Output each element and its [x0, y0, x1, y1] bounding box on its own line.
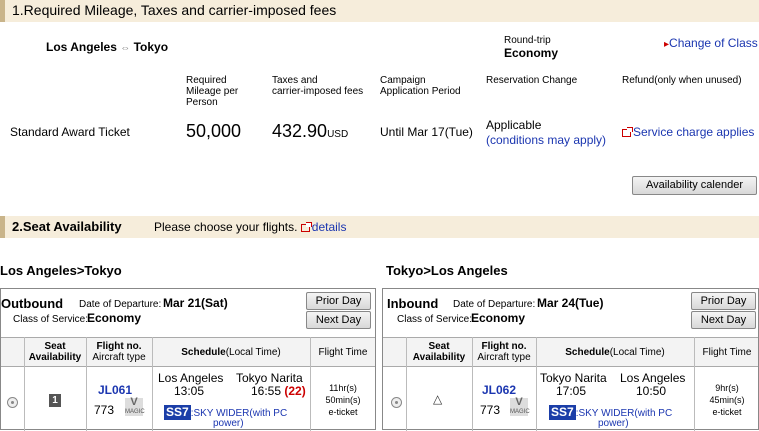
trip-class: Economy [504, 46, 559, 60]
route-summary [46, 40, 168, 54]
inbound-from: Tokyo Narita [540, 371, 607, 385]
col-flight-time: Flight Time [702, 347, 752, 358]
divider [86, 337, 87, 431]
inbound-flight-number[interactable]: JL062 [482, 383, 517, 397]
outbound-prior-day-button[interactable]: Prior Day [306, 292, 371, 310]
availability-calendar-button[interactable]: Availability calender [632, 176, 757, 195]
divider [152, 337, 153, 431]
inbound-arr-time: 10:50 [636, 384, 667, 398]
inbound-panel [382, 288, 759, 430]
cabin-name-cont: power) [598, 418, 629, 429]
external-link-icon [301, 224, 310, 232]
header-campaign: Campaign Application Period [380, 75, 461, 97]
triangle-right-icon: ▸ [664, 39, 670, 50]
taxes-fees [272, 121, 348, 142]
round-trip-arrow-icon: ⇔ [120, 43, 131, 54]
refund-link[interactable]: Service charge applies [622, 125, 754, 139]
outbound-to: Tokyo Narita [236, 371, 303, 385]
ticket-type: Standard Award Ticket [10, 125, 130, 139]
route-destination: Tokyo [133, 40, 169, 54]
magic-seat-icon: V MAGIC [125, 396, 145, 415]
divider [536, 337, 537, 431]
campaign-period: Until Mar 17(Tue) [380, 125, 473, 139]
inbound-next-day-button[interactable]: Next Day [691, 311, 756, 329]
cabin-code-badge: SS7 [166, 405, 189, 419]
outbound-class-label: Class of Service: [13, 314, 89, 325]
reservation-status: Applicable [486, 118, 542, 132]
inbound-flight-radio[interactable] [391, 397, 402, 408]
outbound-flight-number[interactable]: JL061 [98, 383, 133, 397]
section2-instruction: Please choose your flights. details [154, 220, 347, 234]
divider [310, 337, 311, 431]
divider [472, 337, 473, 431]
inbound-flight-time: 9hr(s) 45min(s) e-ticket [709, 383, 745, 417]
external-link-icon [622, 129, 631, 137]
outbound-arrival [251, 384, 306, 398]
inbound-class: Economy [471, 311, 526, 325]
cabin-name-cont: power) [213, 418, 244, 429]
section2-header [0, 216, 759, 238]
outbound-arr-time: 16:55 [251, 384, 282, 398]
outbound-table-header [1, 337, 375, 367]
outbound-flight-radio[interactable] [7, 397, 18, 408]
seat-availability-badge: △ [433, 392, 443, 406]
cabin-code-badge: SS7 [551, 405, 574, 419]
outbound-flight-time: 11hr(s) 50min(s) e-ticket [325, 383, 361, 417]
col-flight-time: Flight Time [318, 347, 368, 358]
cabin-name: :SKY WIDER(with PC [575, 408, 673, 419]
seat-availability-badge: 1 [49, 394, 61, 407]
section2-title: 2.Seat Availability [12, 219, 122, 234]
outbound-class: Economy [87, 311, 142, 325]
col-schedule: Schedule(Local Time) [181, 347, 281, 358]
section1-title: 1.Required Mileage, Taxes and carrier-imposed fees [12, 2, 337, 18]
inbound-route: Tokyo>Los Angeles [386, 263, 508, 278]
divider [24, 337, 25, 431]
col-schedule: Schedule(Local Time) [565, 347, 665, 358]
inbound-label: Inbound [387, 296, 439, 311]
inbound-table-header [383, 337, 758, 367]
magic-seat-icon: V MAGIC [510, 396, 530, 415]
taxes-currency: USD [327, 129, 349, 140]
inbound-date-label: Date of Departure: [453, 299, 536, 310]
header-reservation: Reservation Change [486, 75, 578, 86]
inbound-to: Los Angeles [620, 371, 686, 385]
inbound-date: Mar 24(Tue) [537, 296, 604, 310]
outbound-label: Outbound [1, 296, 64, 311]
trip-type-label: Round-trip [504, 35, 551, 46]
required-mileage: 50,000 [186, 121, 242, 141]
header-mileage: Required Mileage per Person [186, 75, 239, 108]
col-seat: Seat Availability [28, 341, 82, 363]
outbound-from: Los Angeles [158, 371, 224, 385]
section-bar [0, 0, 5, 22]
inbound-class-label: Class of Service: [397, 314, 473, 325]
header-refund: Refund(only when unused) [622, 75, 742, 86]
details-link[interactable]: details [301, 220, 347, 234]
col-flight: Flight no. Aircraft type [477, 341, 531, 363]
section1-header [0, 0, 759, 22]
section-bar [0, 216, 5, 238]
route-origin: Los Angeles [46, 40, 117, 54]
cabin-name: :SKY WIDER(with PC [190, 408, 288, 419]
outbound-date-label: Date of Departure: [79, 299, 162, 310]
col-seat: Seat Availability [412, 341, 466, 363]
change-class-link[interactable]: ▸Change of Class [664, 36, 758, 50]
col-flight: Flight no. Aircraft type [92, 341, 146, 363]
inbound-dep-time: 17:05 [556, 384, 587, 398]
outbound-dep-time: 13:05 [174, 384, 205, 398]
divider [406, 337, 407, 431]
outbound-route: Los Angeles>Tokyo [0, 263, 122, 278]
outbound-arr-day: (22) [284, 384, 306, 398]
header-taxes: Taxes and carrier-imposed fees [272, 75, 364, 97]
inbound-aircraft-type: 773 [480, 403, 501, 417]
reservation-conditions-link[interactable]: (conditions may apply) [486, 133, 607, 147]
divider [694, 337, 695, 431]
outbound-next-day-button[interactable]: Next Day [306, 311, 371, 329]
inbound-prior-day-button[interactable]: Prior Day [691, 292, 756, 310]
outbound-date: Mar 21(Sat) [163, 296, 228, 310]
taxes-amount: 432.90 [272, 121, 328, 141]
outbound-panel [0, 288, 376, 430]
outbound-aircraft-type: 773 [94, 403, 115, 417]
